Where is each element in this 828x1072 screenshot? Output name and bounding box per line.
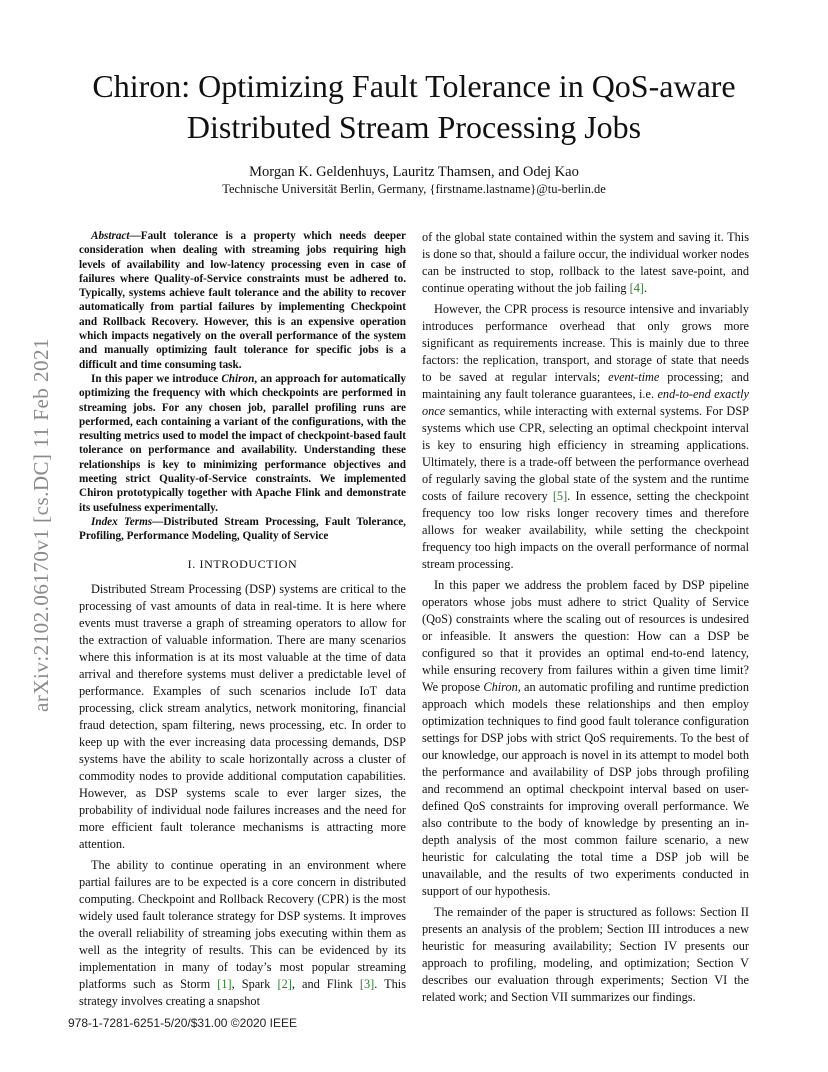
intro-r1-text-c: semantics, while interacting with external systems. For DSP systems which use CPR, selecting an optimal checkpoint interval is key to ensuring high efficiency in streaming applications. Ultimately, there is a trade-off between the performance overhead of regularly saving the global state of the system and the runtime costs of failure recovery: [422, 404, 749, 503]
intro-r2-text-a: In this paper we address the problem faced by DSP pipeline operators whose jobs must adhere to strict Quality of Service (QoS) constraints where the scaling out of resources is undesired or infeasible. It answers the question: How can a DSP be configured so that it provides an optimal end-to-end latency, while ensuring recovery from failures within a given time limit? We propose: [422, 578, 749, 694]
index-terms: Distributed Stream Processing, Fault Tolerance, Profiling, Performance Modeling, Quality of Service: [79, 515, 406, 543]
index-terms-label: Index Terms: [91, 515, 153, 528]
copyright-footer: 978-1-7281-6251-5/20/$31.00 ©2020 IEEE: [68, 1016, 298, 1030]
intro-paragraph-3: [422, 301, 749, 573]
intro-paragraph-5: The remainder of the paper is structured as follows: Section II presents an analysis of the problem; Section III introduces a new heuristic for measuring availability; Section IV presents our approach to profiling, modeling, and optimization; Section V describes our evaluation through experiments; Section VI the related work; and Section VII summarizes our findings.: [422, 905, 749, 1004]
abstract-label: Abstract: [91, 230, 130, 242]
citation-link[interactable]: [5]: [552, 489, 568, 503]
abstract-paragraph-1: Fault tolerance is a property which needs deeper consideration when dealing with streaming jobs requiring high levels of availability and low-latency processing even in case of failures where Quality-of-Service constraints must be adhered to. Typically, systems achieve fault tolerance and the ability to recover automatically from partial failures by implementing Checkpoint and Rollback Recovery. However, this is an expensive operation which impacts negatively on the overall performance of the system and manually optimizing fault tolerance for specific jobs is a difficult and time consuming task.: [79, 230, 406, 371]
emph-chiron: Chiron: [483, 680, 518, 694]
citation-link[interactable]: [3]: [359, 976, 375, 991]
abstract-emph-chiron: Chiron: [221, 372, 255, 385]
affiliation: Technische Universität Berlin, Germany, {firstname.lastname}@tu-berlin.de: [222, 182, 606, 196]
citation-link[interactable]: [2]: [277, 976, 292, 991]
intro-p2-text-a: The ability to continue operating in an environment where partial failures are to be expected is a core concern in distributed computing. Checkpoint and Rollback Recovery (CPR) is the most widely used fault tolerance strategy for DSP systems. It improves the overall reliability of streaming jobs executing within them as well as the integrity of results. This can be evidenced by its implementation in many of today’s most popular streaming platforms such as Storm: [79, 857, 406, 991]
intro-paragraph-4: [422, 577, 749, 900]
intro-paragraph-1: Distributed Stream Processing (DSP) systems are critical to the processing of vast amounts of data in real-time. It is here where events must traverse a graph of streaming operators to allow for the extraction of valuable information. There are many scenarios where this information is at its most valuable at the time of data arrival and therefore systems must deliver a predictable level of performance. Examples of such scenarios include IoT data processing, click stream analytics, network monitoring, financial fraud detection, spam filtering, news processing, etc. In order to keep up with the ever increasing data processing demands, DSP systems have the ability to scale horizontally across a cluster of commodity nodes to provide additional computation capabilities. However, as DSP systems scale to ever larger sizes, the probability of individual node failures increases and the need for more efficient fault tolerance mechanisms is attracting more attention.: [79, 581, 406, 851]
intro-p2-text-b: , Spark: [231, 976, 278, 991]
intro-r1-text-d: . In essence, setting the checkpoint frequency too low risks longer recovery times and therefore allows for weaker availability, while setting the checkpoint frequency too high impacts on the overall performance of normal stream processing.: [422, 489, 749, 571]
intro-p2-text-d: . This strategy involves creating a snapshot: [79, 976, 406, 1008]
emph-exactly-once: end-to-end exactly once: [422, 387, 749, 418]
author-list: Morgan K. Geldenhuys, Lauritz Thamsen, and Odej Kao: [249, 164, 579, 180]
intro-r2-text-b: , an automatic profiling and runtime prediction approach which models these relationships and then employ optimization techniques to find good fault tolerance configuration settings for DSP jobs with strict QoS requirements. To the best of our knowledge, our approach is novel in its attempt to model both the performance and availability of DSP jobs through profiling and recommend an optimal checkpoint interval based on user-defined QoS constraints for improving overall performance. We also contribute to the body of knowledge by presenting an in-depth analysis of the most common failure scenario, a new heuristic for calculating the total time a DSP job will be unavailable, and the results of two experiments conducted in support of our hypothesis.: [422, 680, 749, 898]
intro-r1-text-a: However, the CPR process is resource intensive and invariably introduces performance overhead that only grows more significant as requirements increase. This is mainly due to three factors: the replication, transport, and storage of state that needs to be saved at regular intervals;: [422, 302, 749, 384]
emph-event-time: event-time: [608, 370, 660, 384]
intro-r0-text-b: .: [643, 281, 648, 295]
left-column: [79, 229, 406, 1014]
abstract-paragraph-2a: In this paper we introduce: [91, 372, 222, 385]
intro-p2-text-c: , and Flink: [291, 976, 360, 991]
right-column: [422, 229, 749, 1010]
citation-link[interactable]: [4]: [629, 281, 644, 295]
intro-r1-text-b: processing; and maintaining any fault tolerance guarantees, i.e.: [422, 370, 749, 401]
arxiv-stamp: arXiv:2102.06170v1 [cs.DC] 11 Feb 2021: [29, 337, 53, 713]
intro-paragraph-2-cont: [422, 229, 749, 297]
abstract: Abstract—Fault tolerance is a property which needs deeper consideration when dealing with streaming jobs requiring high levels of availability and low-latency processing even in case of failures where Quality-of-Service constraints must be adhered to. Typically, systems achieve fault tolerance and the ability to recover automatically from partial failures by implementing Checkpoint and Rollback Recovery. However, this is an expensive operation which impacts negatively on the overall performance of the system and manually optimizing fault tolerance for specific jobs is a difficult and time consuming task. In this paper we introduce Chiron, an approach for automatically optimizing the frequency with which checkpoints are performed in streaming jobs. For any chosen job, parallel profiling runs are performed, each containing a variant of the configurations, with the resulting metrics used to model the impact of checkpoint-based fault tolerance on performance and availability. Understanding these relationships is key to minimizing performance objectives and meeting strict Quality-of-Service constraints. We implemented Chiron prototypically together with Apache Flink and demonstrate its usefulness experimentally. Index Terms—Distributed Stream Processing, Fault Tolerance, Profiling, Performance Modeling, Quality of Service: [79, 230, 407, 543]
citation-link[interactable]: [1]: [217, 976, 232, 991]
intro-paragraph-2: [79, 857, 406, 1010]
intro-r0-text-a: of the global state contained within the system and saving it. This is done so that, should a failure occur, the individual worker nodes can be instructed to stop, rollback to the latest save-point, and continue operating without the job failing: [422, 230, 750, 295]
abstract-paragraph-2b: , an approach for automatically optimizing the frequency with which checkpoints are performed in streaming jobs. For any chosen job, parallel profiling runs are performed, each containing a variant of the configurations, with the resulting metrics used to model the impact of checkpoint-based fault tolerance on performance and availability. Understanding these relationships is key to minimizing performance objectives and meeting strict Quality-of-Service constraints. We implemented Chiron prototypically together with Apache Flink and demonstrate its usefulness experimentally.: [79, 372, 407, 514]
paper-title: Chiron: Optimizing Fault Tolerance in QoS-aware Distributed Stream Processing Jobs: [92, 68, 736, 145]
section-heading-introduction: I. INTRODUCTION: [187, 556, 298, 571]
